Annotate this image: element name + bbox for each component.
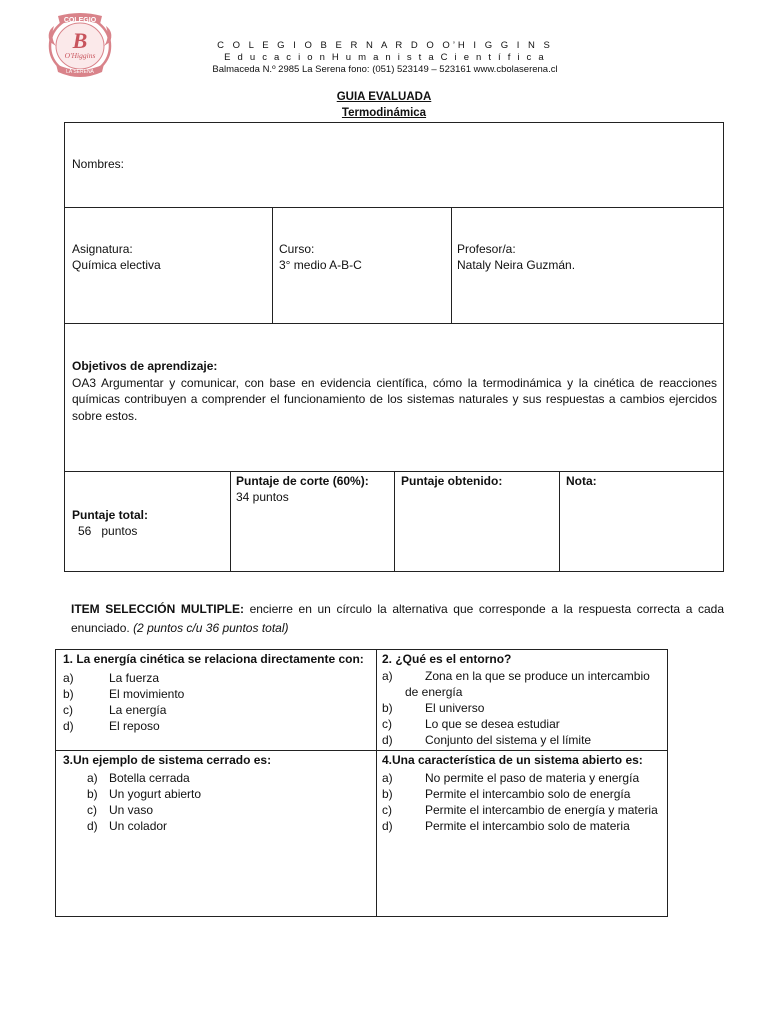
questions-grid [55,649,668,917]
profesor-label: Profesor/a: [457,242,516,256]
instructions-lead: ITEM SELECCIÓN MULTIPLE: [71,602,244,616]
logo-bottom-text: LA SERENA [66,69,94,75]
option-b[interactable]: b) Un yogurt abierto [87,787,202,801]
instructions-points: (2 puntos c/u 36 puntos total) [133,621,289,635]
question-1 [63,650,369,734]
option-b[interactable]: b) El movimiento [63,687,185,701]
profesor-value: Nataly Neira Guzmán. [457,258,576,272]
option-d[interactable]: d) Un colador [87,819,168,833]
question-3 [63,751,369,834]
puntaje-obtenido-label: Puntaje obtenido: [401,474,503,488]
objetivos-row [64,323,724,472]
objetivos-text: OA3 Argumentar y comunicar, con base en evidencia científica, cómo la termodinámica y la cinética de reacciones químicas contribuyen a comprender el funcionamiento de los sistemas naturales y sus respuestas a cambios ejercidos sobre estos. [72,375,717,423]
question-title: 4.Una característica de un sistema abierto es: [382,753,643,767]
nota-label: Nota: [566,474,597,488]
curso-label: Curso: [279,242,315,256]
option-b[interactable]: b) Permite el intercambio solo de energía [382,787,631,801]
puntaje-row [64,471,724,572]
option-a[interactable]: a) La fuerza [63,671,160,685]
question-title: 2. ¿Qué es el entorno? [382,652,512,666]
document-title: GUIA EVALUADA [336,91,432,103]
question-4 [382,751,662,834]
school-logo [44,12,116,78]
asignatura-row [64,207,724,324]
school-address: Balmaceda N.º 2985 La Serena fono: (051) 523149 – 523161 www.cbolaserena.cl [212,64,558,75]
option-a[interactable]: a) No permite el paso de materia y energía [382,771,640,785]
curso-value: 3° medio A-B-C [279,258,362,272]
option-a[interactable]: a) Botella cerrada [87,771,190,785]
puntaje-total-label: Puntaje total: [72,508,149,522]
logo-name: O'Higgins [64,51,96,60]
option-d[interactable]: d) El reposo [63,719,160,733]
asignatura-label: Asignatura: [72,242,133,256]
logo-letter: B [72,28,88,53]
option-c[interactable]: c) Permite el intercambio de energía y materia [382,803,658,817]
puntaje-corte-value: 34 puntos [236,490,289,504]
nombres-label: Nombres: [72,157,125,171]
puntaje-corte-label: Puntaje de corte (60%): [236,474,369,488]
logo-top-text: COLEGIO [63,17,97,24]
question-title: 1. La energía cinética se relaciona directamente con: [63,652,364,666]
question-2 [382,650,662,748]
question-title: 3.Un ejemplo de sistema cerrado es: [63,753,272,767]
option-b[interactable]: b) El universo [382,701,485,715]
option-c[interactable]: c) La energía [63,703,167,717]
asignatura-value: Química electiva [72,258,161,272]
school-subtitle: E d u c a c i o n H u m a n i s t a C i e n t í f i c a [224,52,546,63]
option-d[interactable]: d) Conjunto del sistema y el límite [382,733,592,747]
option-d[interactable]: d) Permite el intercambio solo de materia [382,819,630,833]
instructions-text: encierre en un círculo la alternativa que corresponde a la respuesta correcta a cada enunciado. [71,602,724,635]
option-c[interactable]: c) Un vaso [87,803,154,817]
option-c[interactable]: c) Lo que se desea estudiar [382,717,560,731]
school-name: C O L E G I O B E R N A R D O O’H I G G I N S [217,40,553,51]
puntaje-total-value: 56 puntos [78,524,138,538]
objetivos-label: Objetivos de aprendizaje: [72,359,218,373]
document-subtitle: Termodinámica [341,107,427,119]
instructions [71,600,724,638]
option-a[interactable]: a) Zona en la que se produce un intercambio de energía [382,669,650,699]
nombres-row [64,122,724,208]
